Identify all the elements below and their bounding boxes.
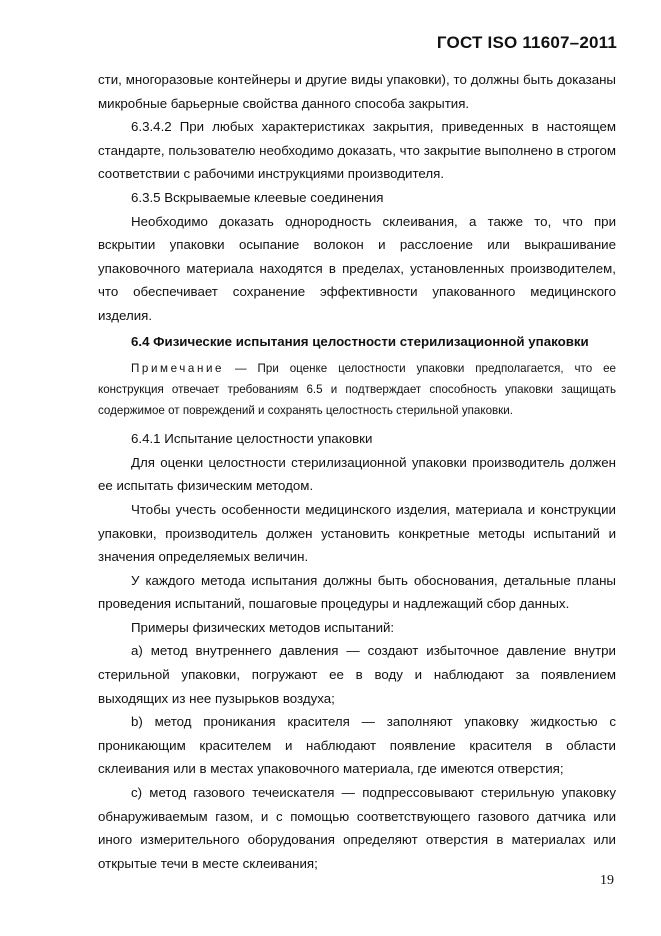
standard-header: ГОСТ ISO 11607–2011 bbox=[436, 33, 617, 52]
paragraph: Необходимо доказать однородность склеивания, а также то, что при вскрытии упаковки осыпание волокон и расслоение или выкрашивание упаковочного материала находятся в пределах, установленных производителем, что обеспечивает сохранение эффективности упакованного медицинского изделия. bbox=[98, 213, 616, 323]
subsection-title: 6.4.1 Испытание целостности упаковки bbox=[131, 431, 373, 447]
note bbox=[98, 358, 616, 421]
section-heading: 6.4 Физические испытания целостности стерилизационной упаковки bbox=[131, 333, 589, 349]
note-text: — При оценке целостности упаковки предполагается, что ее конструкция отвечает требованиям 6.5 и подтверждает способность упаковки защищать содержимое от повреждений и сохранять целостность стерильной упаковки. bbox=[98, 362, 616, 418]
paragraph: 6.3.4.2 При любых характеристиках закрытия, приведенных в настоящем стандарте, пользователю необходимо доказать, что закрытие выполнено в строгом соответствии с рабочими инструкциями производителя. bbox=[98, 119, 616, 182]
subsection-title: 6.3.5 Вскрываемые клеевые соединения bbox=[131, 189, 384, 205]
note-label: Примечание bbox=[131, 362, 225, 376]
paragraph: Примеры физических методов испытаний: bbox=[131, 619, 395, 635]
list-item: b) метод проникания красителя — заполняют упаковку жидкостью с проникающим красителем и наблюдают появление красителя в области склеивания или в местах упаковочного материала, где имеются отверстия; bbox=[98, 714, 616, 777]
paragraph: сти, многоразовые контейнеры и другие виды упаковки), то должны быть доказаны микробные барьерные свойства данного способа закрытия. bbox=[98, 72, 616, 111]
document-body bbox=[98, 68, 616, 875]
list-item: а) метод внутреннего давления — создают избыточное давление внутри стерильной упаковки, погружают ее в воду и наблюдают за появлением выходящих из нее пузырьков воздуха; bbox=[98, 643, 616, 706]
paragraph: У каждого метода испытания должны быть обоснования, детальные планы проведения испытаний, пошаговые процедуры и надлежащий сбор данных. bbox=[98, 572, 616, 612]
page-number: 19 bbox=[600, 873, 614, 888]
paragraph: Для оценки целостности стерилизационной упаковки производитель должен ее испытать физическим методом. bbox=[98, 454, 616, 494]
list-item: с) метод газового течеискателя — подпрессовывают стерильную упаковку обнаруживаемым газом, и с помощью соответствующего газового датчика или иного измерительного оборудования определяют отверстия в материалах или открытые течи в месте склеивания; bbox=[98, 785, 616, 871]
paragraph: Чтобы учесть особенности медицинского изделия, материала и конструкции упаковки, производитель должен установить конкретные методы испытаний и значения определяемых величин. bbox=[98, 501, 616, 565]
